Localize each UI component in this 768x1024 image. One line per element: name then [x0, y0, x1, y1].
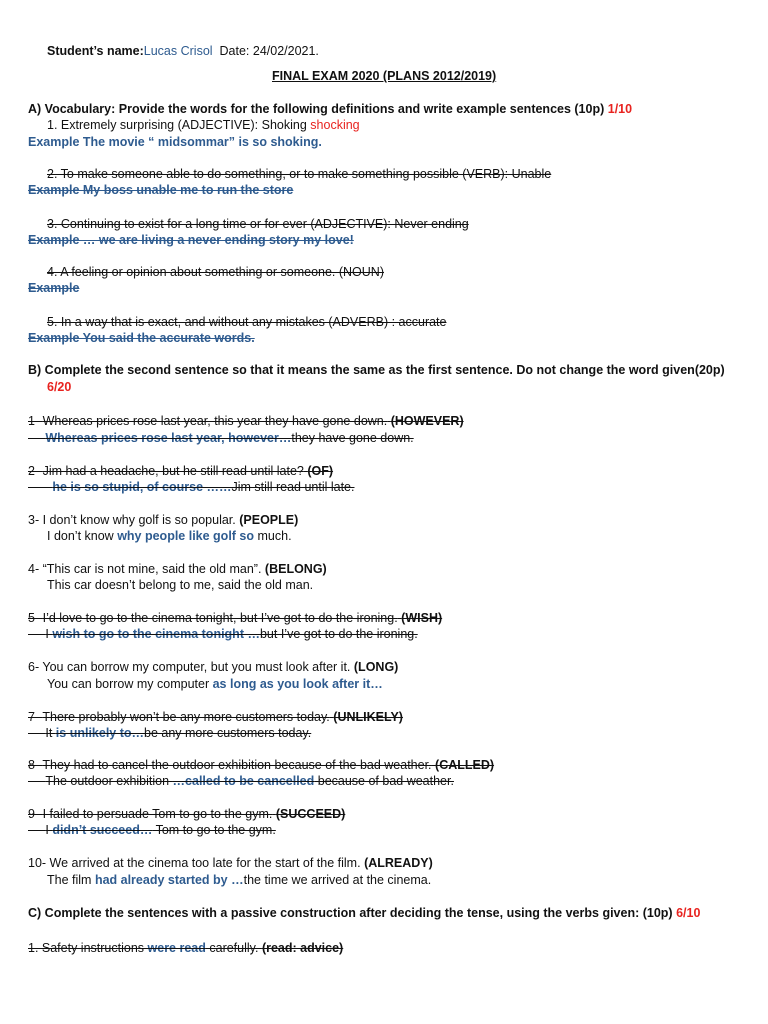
correction: shocking [310, 118, 360, 132]
vocab-item-4: 4. A feeling or opinion about something or someone. (NOUN) [47, 265, 384, 279]
b-answer-6: You can borrow my computer as long as you look after it… [47, 677, 383, 691]
b-question-10: 10- We arrived at the cinema too late for the start of the film. (ALREADY) [28, 856, 433, 870]
exam-title: FINAL EXAM 2020 (PLANS 2012/2019) [272, 69, 497, 83]
student-name: Lucas Crisol [143, 44, 213, 58]
b-answer-2: he is so stupid, of course ……Jim still read until late. [52, 480, 355, 494]
b-question-7: 7- There probably won’t be any more customers today. (UNLIKELY) [28, 710, 403, 724]
b-answer-3: I don’t know why people like golf so much. [47, 529, 292, 543]
vocab-example-1: Example The movie “ midsommar” is so shoking. [28, 135, 322, 149]
b-question-8: 8- They had to cancel the outdoor exhibition because of the bad weather. (CALLED) [28, 758, 495, 772]
section-b-score: 6/20 [47, 380, 72, 394]
vocab-example-2: Example My boss unable me to run the store [28, 183, 294, 197]
b-question-4: 4- “This car is not mine, said the old man”. (BELONG) [28, 562, 327, 576]
vocab-item-3: 3. Continuing to exist for a long time or for ever (ADJECTIVE): Never ending [47, 217, 469, 231]
b-answer-10: The film had already started by …the time we arrived at the cinema. [47, 873, 432, 887]
vocab-item-5: 5. In a way that is exact, and without any mistakes (ADVERB) : accurate [47, 315, 447, 329]
c-item-1: 1. Safety instructions were read carefully. (read: advice) [28, 941, 344, 955]
vocab-item-2: 2. To make someone able to do something, or to make something possible (VERB): Unable [47, 167, 552, 181]
b-answer-8: The outdoor exhibition …called to be cancelled because of bad weather. [45, 774, 454, 788]
b-question-1: 1- Whereas prices rose last year, this year they have gone down. (HOWEVER) [28, 414, 464, 428]
section-a-score: 1/10 [607, 102, 633, 116]
vocab-example-3: Example … we are living a never ending story my love! [28, 233, 354, 247]
student-label: Student’s name: [47, 44, 144, 58]
b-question-3: 3- I don’t know why golf is so popular. (PEOPLE) [28, 513, 299, 527]
b-question-2: 2- Jim had a headache, but he still read until late? (OF) [28, 464, 334, 478]
exam-date: Date: 24/02/2021. [219, 44, 319, 58]
b-answer-4: This car doesn’t belong to me, said the old man. [47, 578, 314, 592]
vocab-item-1: 1. Extremely surprising (ADJECTIVE): Shoking shocking [47, 118, 360, 132]
section-b-heading: B) Complete the second sentence so that it means the same as the first sentence. Do not change the word given(20p) [28, 363, 725, 377]
b-question-5: 5- I’d love to go to the cinema tonight, but I’ve got to do the ironing. (WISH) [28, 611, 443, 625]
vocab-example-5: Example You said the accurate words. [28, 331, 255, 345]
b-answer-9: I didn’t succeed… Tom to go to the gym. [45, 823, 276, 837]
section-c-score: 6/10 [676, 906, 701, 920]
b-answer-1: Whereas prices rose last year, however…they have gone down. [45, 431, 414, 445]
b-answer-7: It is unlikely to…be any more customers today. [45, 726, 312, 740]
b-question-9: 9- I failed to persuade Tom to go to the gym. (SUCCEED) [28, 807, 346, 821]
section-c-heading: C) Complete the sentences with a passive construction after deciding the tense, using the verbs given: (10p) 6/10 [28, 906, 701, 920]
b-answer-5: I wish to go to the cinema tonight …but I’ve got to do the ironing. [45, 627, 418, 641]
section-a-heading: A) Vocabulary: Provide the words for the following definitions and write example sentences (10p) 1/10 [28, 102, 633, 116]
student-line [47, 43, 319, 59]
vocab-example-4: Example [28, 281, 80, 295]
b-question-6: 6- You can borrow my computer, but you must look after it. (LONG) [28, 660, 399, 674]
